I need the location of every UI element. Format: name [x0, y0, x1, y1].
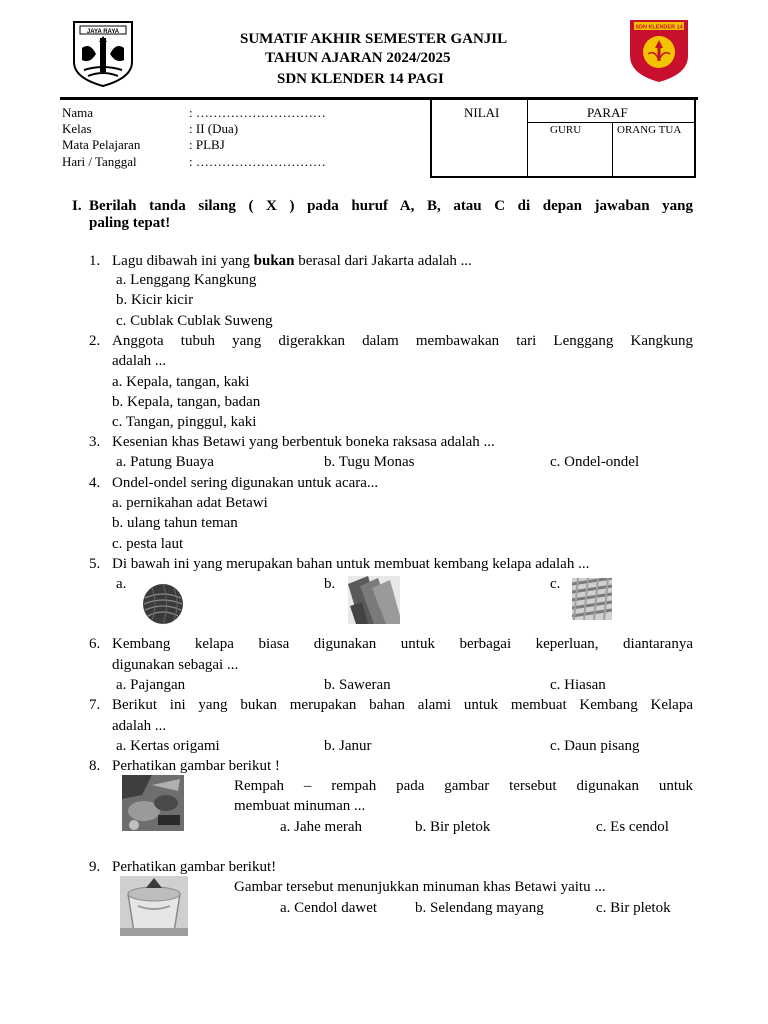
q7-option-c[interactable]: c. Daun pisang [550, 738, 640, 754]
q9-option-c[interactable]: c. Bir pletok [596, 900, 671, 916]
q5-option-a[interactable]: a. [116, 576, 127, 592]
school-logo [628, 18, 690, 84]
q8-option-b[interactable]: b. Bir pletok [415, 819, 491, 835]
score-divider-2 [612, 122, 613, 178]
q2-number: 2. [89, 333, 101, 349]
q1-option-b[interactable]: b. Kicir kicir [116, 292, 194, 308]
score-row-divider [527, 122, 696, 123]
q6-text-line-1: Kembang kelapa biasa digunakan untuk berbagai keperluan, diantaranya [112, 636, 693, 652]
q3-option-a[interactable]: a. Patung Buaya [116, 454, 214, 470]
q3-option-b[interactable]: b. Tugu Monas [324, 454, 415, 470]
q4-option-b[interactable]: b. ulang tahun teman [112, 515, 238, 531]
q8-intro: Perhatikan gambar berikut ! [112, 758, 280, 774]
school-year: TAHUN AJARAN 2024/2025 [265, 50, 451, 66]
q1-text: Lagu dibawah ini yang bukan berasal dari Jakarta adalah ... [112, 253, 472, 269]
q8-number: 8. [89, 758, 101, 774]
q3-number: 3. [89, 434, 101, 450]
nilai-box[interactable] [432, 124, 526, 176]
q8-text-line-1: Rempah – rempah pada gambar tersebut digunakan untuk [234, 778, 693, 794]
q6-option-a[interactable]: a. Pajangan [116, 677, 186, 693]
q1-number: 1. [89, 253, 101, 269]
logo-caption: SDN KLENDER 14 [635, 24, 683, 31]
woven-pattern-image [572, 578, 612, 620]
q9-intro: Perhatikan gambar berikut! [112, 859, 277, 875]
label-mapel: Mata Pelajaran [62, 137, 141, 152]
q5-text: Di bawah ini yang merupakan bahan untuk membuat kembang kelapa adalah ... [112, 556, 590, 572]
jaya-raya-logo [68, 18, 138, 88]
q8-option-a[interactable]: a. Jahe merah [280, 819, 363, 835]
instruction-line-2: paling tepat! [89, 215, 171, 231]
q1-option-c[interactable]: c. Cublak Cublak Suweng [116, 313, 273, 329]
guru-header: GURU [550, 124, 582, 136]
q7-text-line-2: adalah ... [112, 718, 167, 734]
q4-option-a[interactable]: a. pernikahan adat Betawi [112, 495, 268, 511]
label-kelas: Kelas [62, 121, 92, 136]
q6-text-line-2: digunakan sebagai ... [112, 657, 239, 673]
q9-option-b[interactable]: b. Selendang mayang [415, 900, 544, 916]
q7-option-a[interactable]: a. Kertas origami [116, 738, 220, 754]
q7-number: 7. [89, 697, 101, 713]
score-divider-1 [527, 100, 528, 178]
orang-tua-header: ORANG TUA [617, 124, 682, 136]
value-kelas: : II (Dua) [189, 121, 239, 136]
q2-option-a[interactable]: a. Kepala, tangan, kaki [112, 374, 250, 390]
label-hari: Hari / Tanggal [62, 154, 137, 169]
q6-option-c[interactable]: c. Hiasan [550, 677, 606, 693]
q7-text-line-1: Berikut ini yang bukan merupakan bahan alami untuk membuat Kembang Kelapa [112, 697, 693, 713]
q7-option-b[interactable]: b. Janur [324, 738, 372, 754]
betawi-drink-image [120, 876, 188, 936]
paraf-header: PARAF [587, 105, 628, 120]
q4-number: 4. [89, 475, 101, 491]
q9-text: Gambar tersebut menunjukkan minuman khas Betawi yaitu ... [234, 879, 606, 895]
nilai-header: NILAI [464, 105, 500, 120]
value-nama[interactable]: : ………………………… [189, 105, 326, 120]
q8-text-line-2: membuat minuman ... [234, 798, 366, 814]
q4-option-c[interactable]: c. pesta laut [112, 536, 184, 552]
q3-text: Kesenian khas Betawi yang berbentuk boneka raksasa adalah ... [112, 434, 495, 450]
q5-option-c[interactable]: c. [550, 576, 561, 592]
q9-option-a[interactable]: a. Cendol dawet [280, 900, 378, 916]
spices-image [122, 775, 184, 831]
q6-option-b[interactable]: b. Saweran [324, 677, 391, 693]
q5-number: 5. [89, 556, 101, 572]
q2-option-b[interactable]: b. Kepala, tangan, badan [112, 394, 261, 410]
q6-number: 6. [89, 636, 101, 652]
section-number: I. [72, 198, 82, 214]
q2-text-line-2: adalah ... [112, 353, 167, 369]
q2-option-c[interactable]: c. Tangan, pinggul, kaki [112, 414, 257, 430]
school-name: SDN KLENDER 14 PAGI [277, 71, 444, 87]
value-hari[interactable]: : ………………………… [189, 154, 326, 169]
label-nama: Nama [62, 105, 94, 120]
instruction-line-1: Berilah tanda silang ( X ) pada huruf A, B, atau C di depan jawaban yang [89, 198, 693, 214]
exam-title: SUMATIF AKHIR SEMESTER GANJIL [240, 31, 508, 47]
logo-caption: JAYA RAYA [86, 29, 120, 35]
q1-option-a[interactable]: a. Lenggang Kangkung [116, 272, 257, 288]
q9-number: 9. [89, 859, 101, 875]
q8-option-c[interactable]: c. Es cendol [596, 819, 669, 835]
value-mapel: : PLBJ [189, 137, 225, 152]
q3-option-c[interactable]: c. Ondel-ondel [550, 454, 640, 470]
paper-sheets-image [348, 576, 400, 624]
q5-option-b[interactable]: b. [324, 576, 336, 592]
yarn-ball-image [140, 580, 186, 626]
q2-text-line-1: Anggota tubuh yang digerakkan dalam membawakan tari Lenggang Kangkung [112, 333, 693, 349]
q4-text: Ondel-ondel sering digunakan untuk acara... [112, 475, 379, 491]
